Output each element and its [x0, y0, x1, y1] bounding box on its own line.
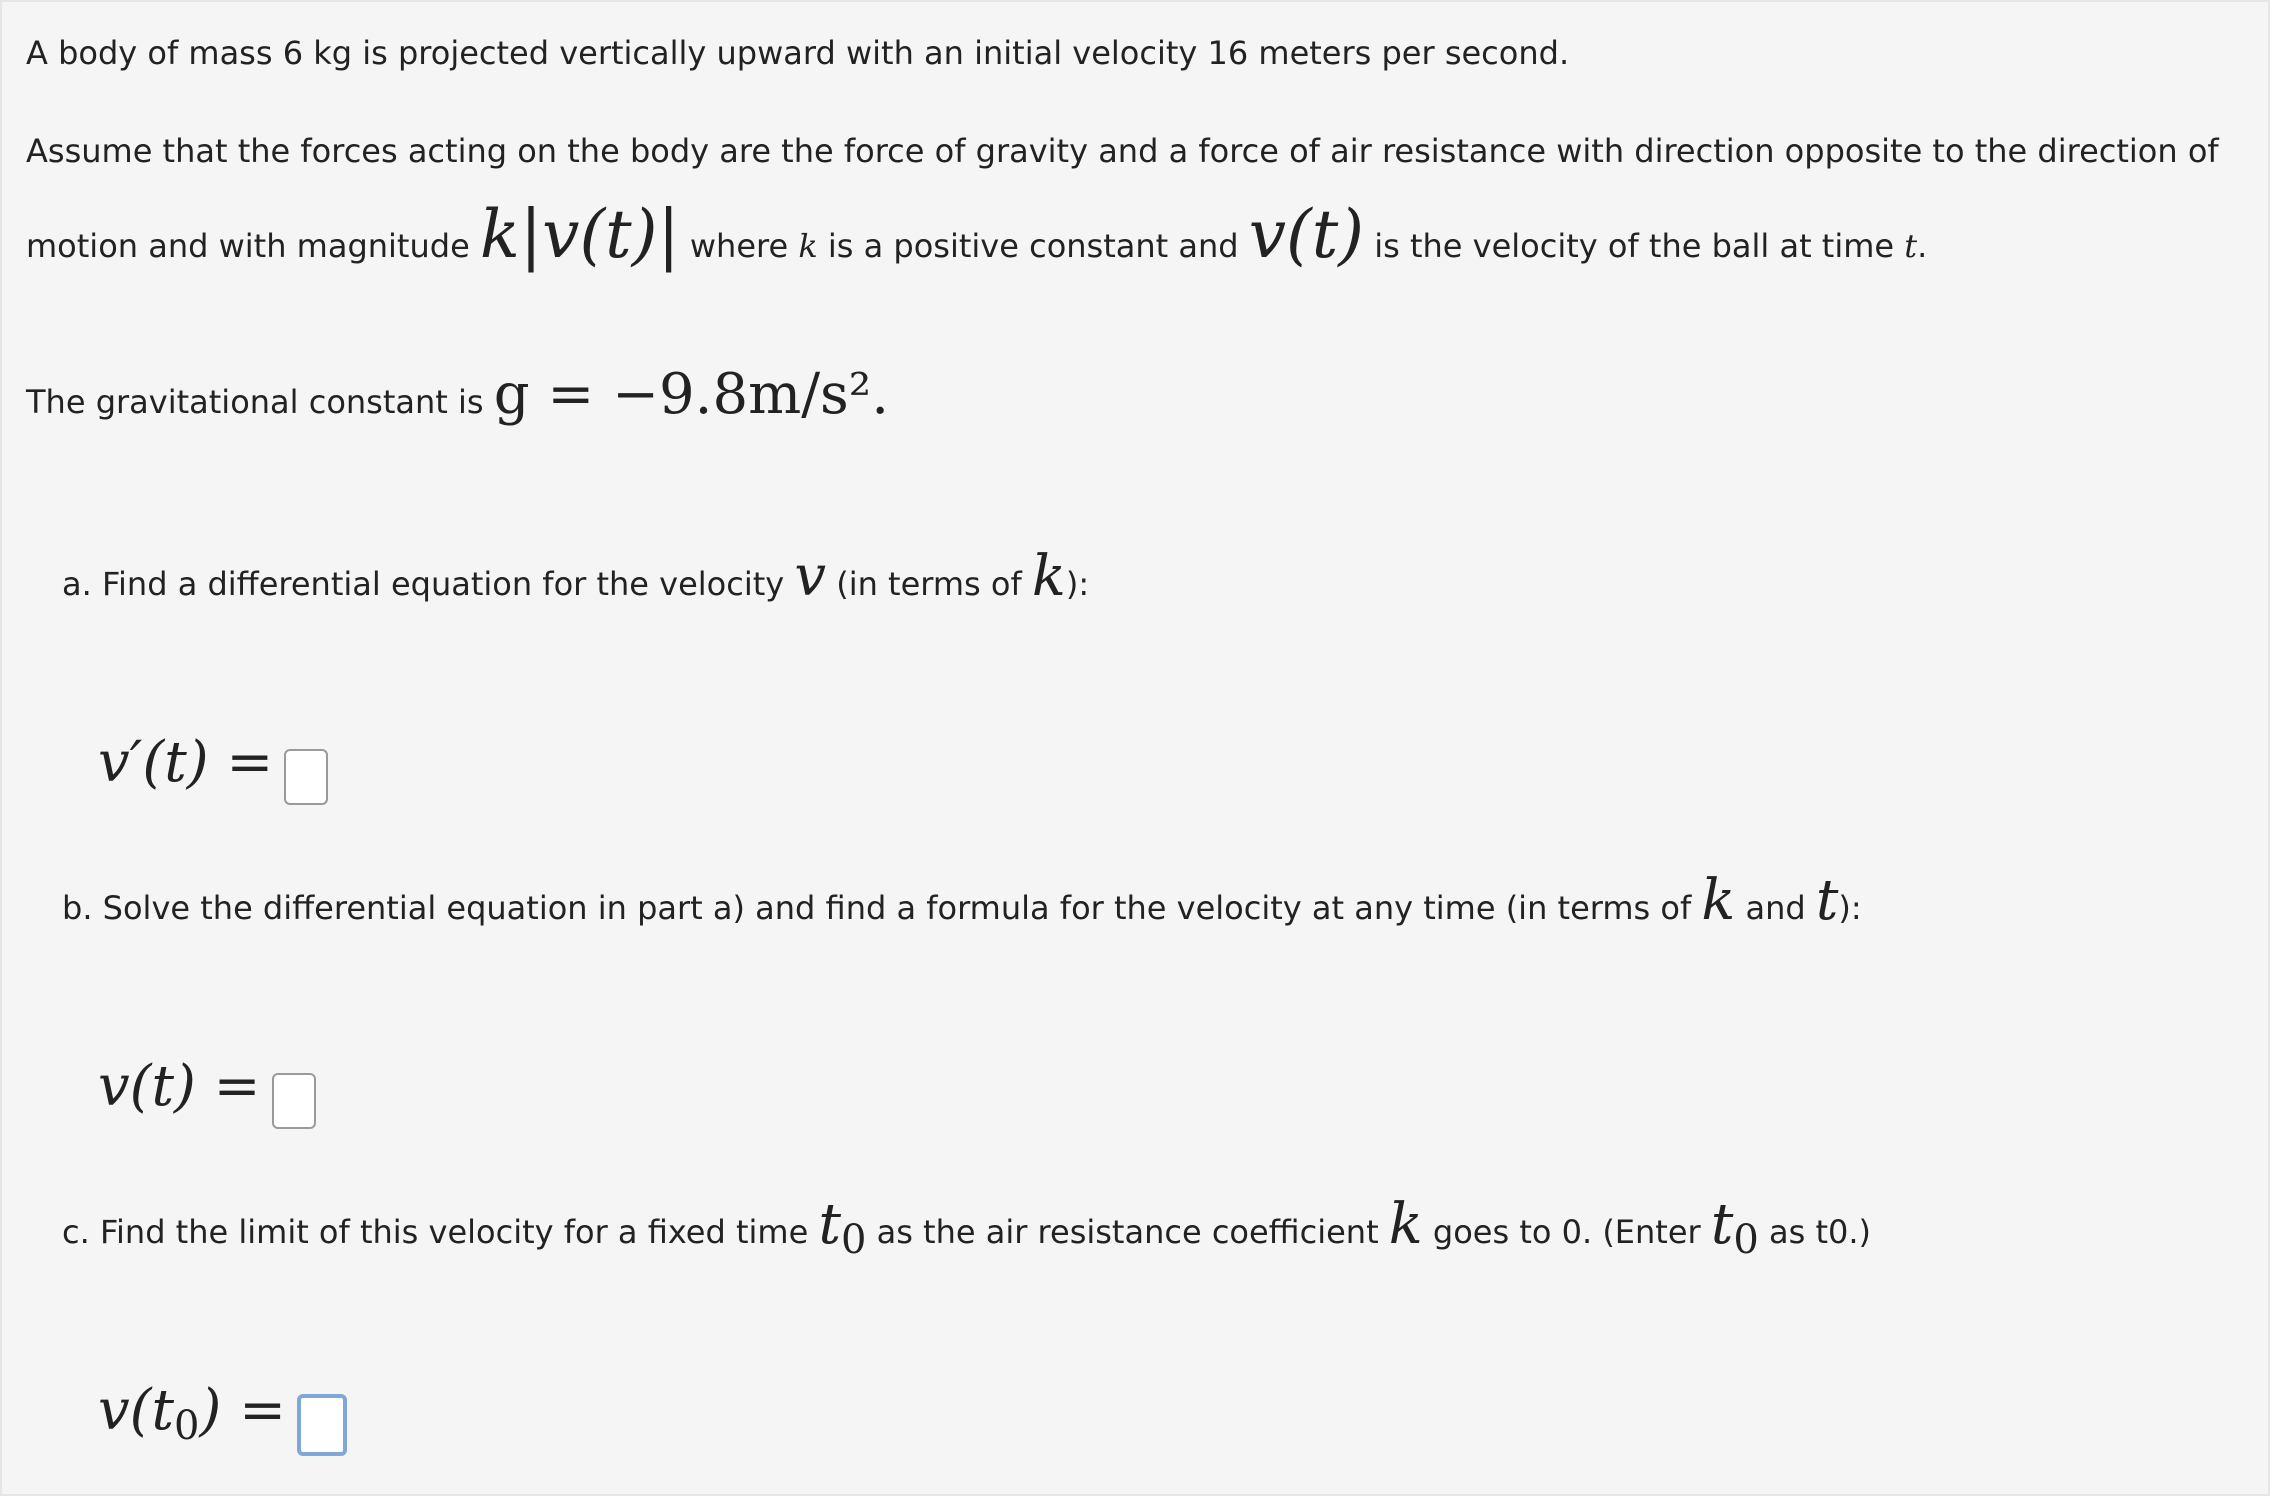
velocity-expression: v(t) — [1248, 196, 1365, 273]
part-c-var-t: t — [818, 1192, 841, 1257]
part-a-var-v: v — [794, 544, 827, 609]
part-c-text-middle2: goes to 0. (Enter — [1432, 1213, 1701, 1251]
part-b-var-t: t — [1815, 868, 1839, 933]
part-c-answer-label-a: v(t — [98, 1378, 174, 1443]
gravity-expression: g = −9.8m/s². — [493, 362, 890, 427]
part-b-question — [62, 866, 1862, 943]
assumption-text-constant: is a positive constant and — [827, 227, 1239, 265]
part-c-answer-label-sub: 0 — [174, 1403, 200, 1449]
part-b-answer-input[interactable] — [272, 1073, 316, 1129]
gravity-line — [26, 360, 889, 437]
part-b-answer-label: v(t) = — [98, 1054, 261, 1119]
part-b-text-suffix: ): — [1838, 889, 1862, 927]
part-c-subscript: 0 — [840, 1217, 867, 1263]
part-c-var-t0 — [818, 1192, 867, 1263]
part-a-text-suffix: ): — [1065, 565, 1090, 603]
k-variable: k — [798, 227, 818, 265]
gravity-label: The gravitational constant is — [26, 383, 484, 421]
part-c-answer-label — [98, 1378, 287, 1449]
assumption-period: . — [1917, 227, 1928, 265]
part-c-text: c. Find the limit of this velocity for a fixed time — [62, 1213, 809, 1251]
part-c-subscript2: 0 — [1733, 1217, 1759, 1263]
part-a-text: a. Find a differential equation for the velocity — [62, 565, 785, 603]
t-variable: t — [1904, 227, 1918, 265]
part-a-question — [62, 542, 1089, 619]
part-c-answer-label-b: ) = — [199, 1378, 287, 1443]
part-c-var-t2: t — [1710, 1192, 1734, 1257]
air-resistance-expression: k|v(t)| — [479, 196, 680, 273]
part-c-answer-input[interactable] — [297, 1394, 347, 1456]
part-a-answer-input[interactable] — [284, 749, 328, 805]
part-c-var-k: k — [1388, 1192, 1423, 1257]
assumption-text-motion: motion and with magnitude — [26, 227, 470, 265]
part-a-text-middle: (in terms of — [836, 565, 1022, 603]
assumption-text-where: where — [689, 227, 789, 265]
part-a-var-k: k — [1031, 544, 1066, 609]
part-c-var-t0-enter — [1710, 1192, 1759, 1263]
part-c-text-middle: as the air resistance coefficient — [876, 1213, 1379, 1251]
part-b-var-k: k — [1701, 868, 1736, 933]
part-a-answer-label: v′(t) = — [98, 730, 274, 795]
part-c-question — [62, 1190, 1871, 1275]
assumption-text-line1: Assume that the forces acting on the body are the force of gravity and a force of air resistance with direction opposite to the direction of — [26, 132, 2219, 170]
part-b-text-and: and — [1745, 889, 1806, 927]
intro-text: A body of mass 6 kg is projected vertically upward with an initial velocity 16 meters per second. — [26, 34, 1570, 72]
part-a-answer-row — [98, 730, 328, 805]
part-c-text-suffix: as t0.) — [1769, 1213, 1872, 1251]
part-b-text: b. Solve the differential equation in part a) and find a formula for the velocity at any time (in terms of — [62, 889, 1692, 927]
assumption-text-line2 — [26, 196, 1928, 281]
part-c-answer-row — [98, 1378, 347, 1456]
assumption-text-velocity: is the velocity of the ball at time — [1374, 227, 1895, 265]
part-b-answer-row — [98, 1054, 316, 1129]
